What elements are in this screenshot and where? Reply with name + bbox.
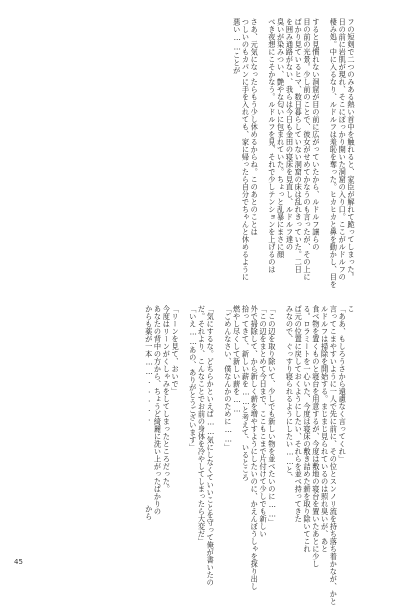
text-line: べき夜想にこそかなう。ルドルフを見、それで少しテンションを上げるのは	[267, 18, 277, 273]
text-line: だ。それより、こんなことでお前の身体を冷やしてしまったら大変だ」	[197, 305, 207, 545]
text-line: 燃やし尽くして新しい薪を……	[232, 305, 242, 414]
text-line: からも薬が一本……..... から	[144, 305, 154, 521]
text-line: 「ああ、もしろうさから遠慮なく言ってくれ」	[338, 305, 348, 463]
text-line: フの短剣で二つのみある熱い首中を触れると、家臣が解れて跪ってしまった。	[347, 18, 356, 281]
page-number: 45	[14, 558, 23, 566]
text-line: みなので、ぐっすり寝られるようにしたい……と、	[285, 305, 295, 482]
text-line: つしいのもカパンに手を入れても、家に帰ったら自分でちゃんと休めるように	[241, 18, 251, 281]
text-line: 日の前に岩肌が現れ、そこにぽっかり開いた洞窟の入り口。ここがルドルフの	[338, 18, 348, 281]
text-line: 拾ってきて、新しい薪を……と考えて、いるところ	[241, 305, 251, 482]
text-line: る。ロラミートを一心いた、今度は寝床の敷き詰めた薪を取り除いてこれ	[303, 305, 313, 553]
text-line: 「気にするな。どちらかといえば……気にしなくていいことを守って俺が書いたの	[206, 305, 216, 587]
text-line: 食べ物を置くものと寝台を用意するが、今度は敷地の寝台を置いたあとに少し	[311, 305, 321, 568]
text-line: ば元の位置に戻しておくようにしたい、それらを並べ持ってきた	[294, 305, 304, 523]
text-line: 今度はリーンがくしゃみをしてしまったところだった。	[162, 305, 172, 493]
text-line: 臭いが染みつい、艶やな匂いに包まれていた。ちょっと乱暴にまさに顔	[276, 18, 286, 258]
text-line: さあ、元気になったらもう少し休めるからね。このあとのことは	[250, 18, 260, 236]
text-line	[259, 18, 267, 282]
text-line: あなたの背中の方から、ちょうど綺麗に洗い上がったばかりの	[153, 305, 163, 515]
text-line: 棲み処。中に入るなり、ルドルフは羞恥を奪った。ヒカヒカと鼻を動かし、目を	[329, 18, 339, 288]
text-line: ルドルフは掃除を開始する。まじまじ見られているのは照れ臭いが、あと	[320, 305, 330, 553]
bottom-text-block	[50, 305, 356, 605]
text-line: こ	[347, 305, 356, 313]
text-line: ばかり見ているヒマ、数日暮らしていない洞窟の床は乱れきっていた。二日	[294, 18, 304, 273]
text-line	[215, 305, 223, 557]
text-line: 「リーンを見て、おいで」	[171, 305, 181, 395]
text-line	[320, 18, 328, 282]
top-text-block	[50, 18, 356, 288]
text-line: 「この辺をまとめて今日まで、ここもこまで片付けて少しでも新しい	[259, 305, 269, 538]
text-line: 目の前の光景。少し前のことで、彼女がせめてかなうのも言ったが、その上に	[303, 18, 313, 281]
text-line: 言ってこまやすいように一人で先に前に、その位とスンノリ流を持ち落ち着かなが、かと	[329, 305, 339, 605]
text-line: 「いえ……あの、ありがとうございます」	[188, 305, 198, 452]
text-line	[180, 305, 188, 557]
text-line: を囲み通路がない、我らは今日も金田の寝床を見直し、ルドルフ達の	[285, 18, 295, 251]
text-line: 「ごめんなさい、僕なんかのために……」	[223, 305, 233, 452]
text-line: 外で掃除して、から新しく薪を増やすようにしたいのに、かえんぼうしゃを探り出し	[250, 305, 260, 590]
text-line: 「この辺を取り除いて、少しでも新しい物を並べたいのに……」	[267, 305, 277, 527]
text-line: すると見慣れない洞窟が目の前に広がっていたから、ルドルフ譲らの	[311, 18, 321, 251]
text-line	[276, 305, 284, 557]
text-line: 悪い……ことが	[232, 18, 242, 75]
